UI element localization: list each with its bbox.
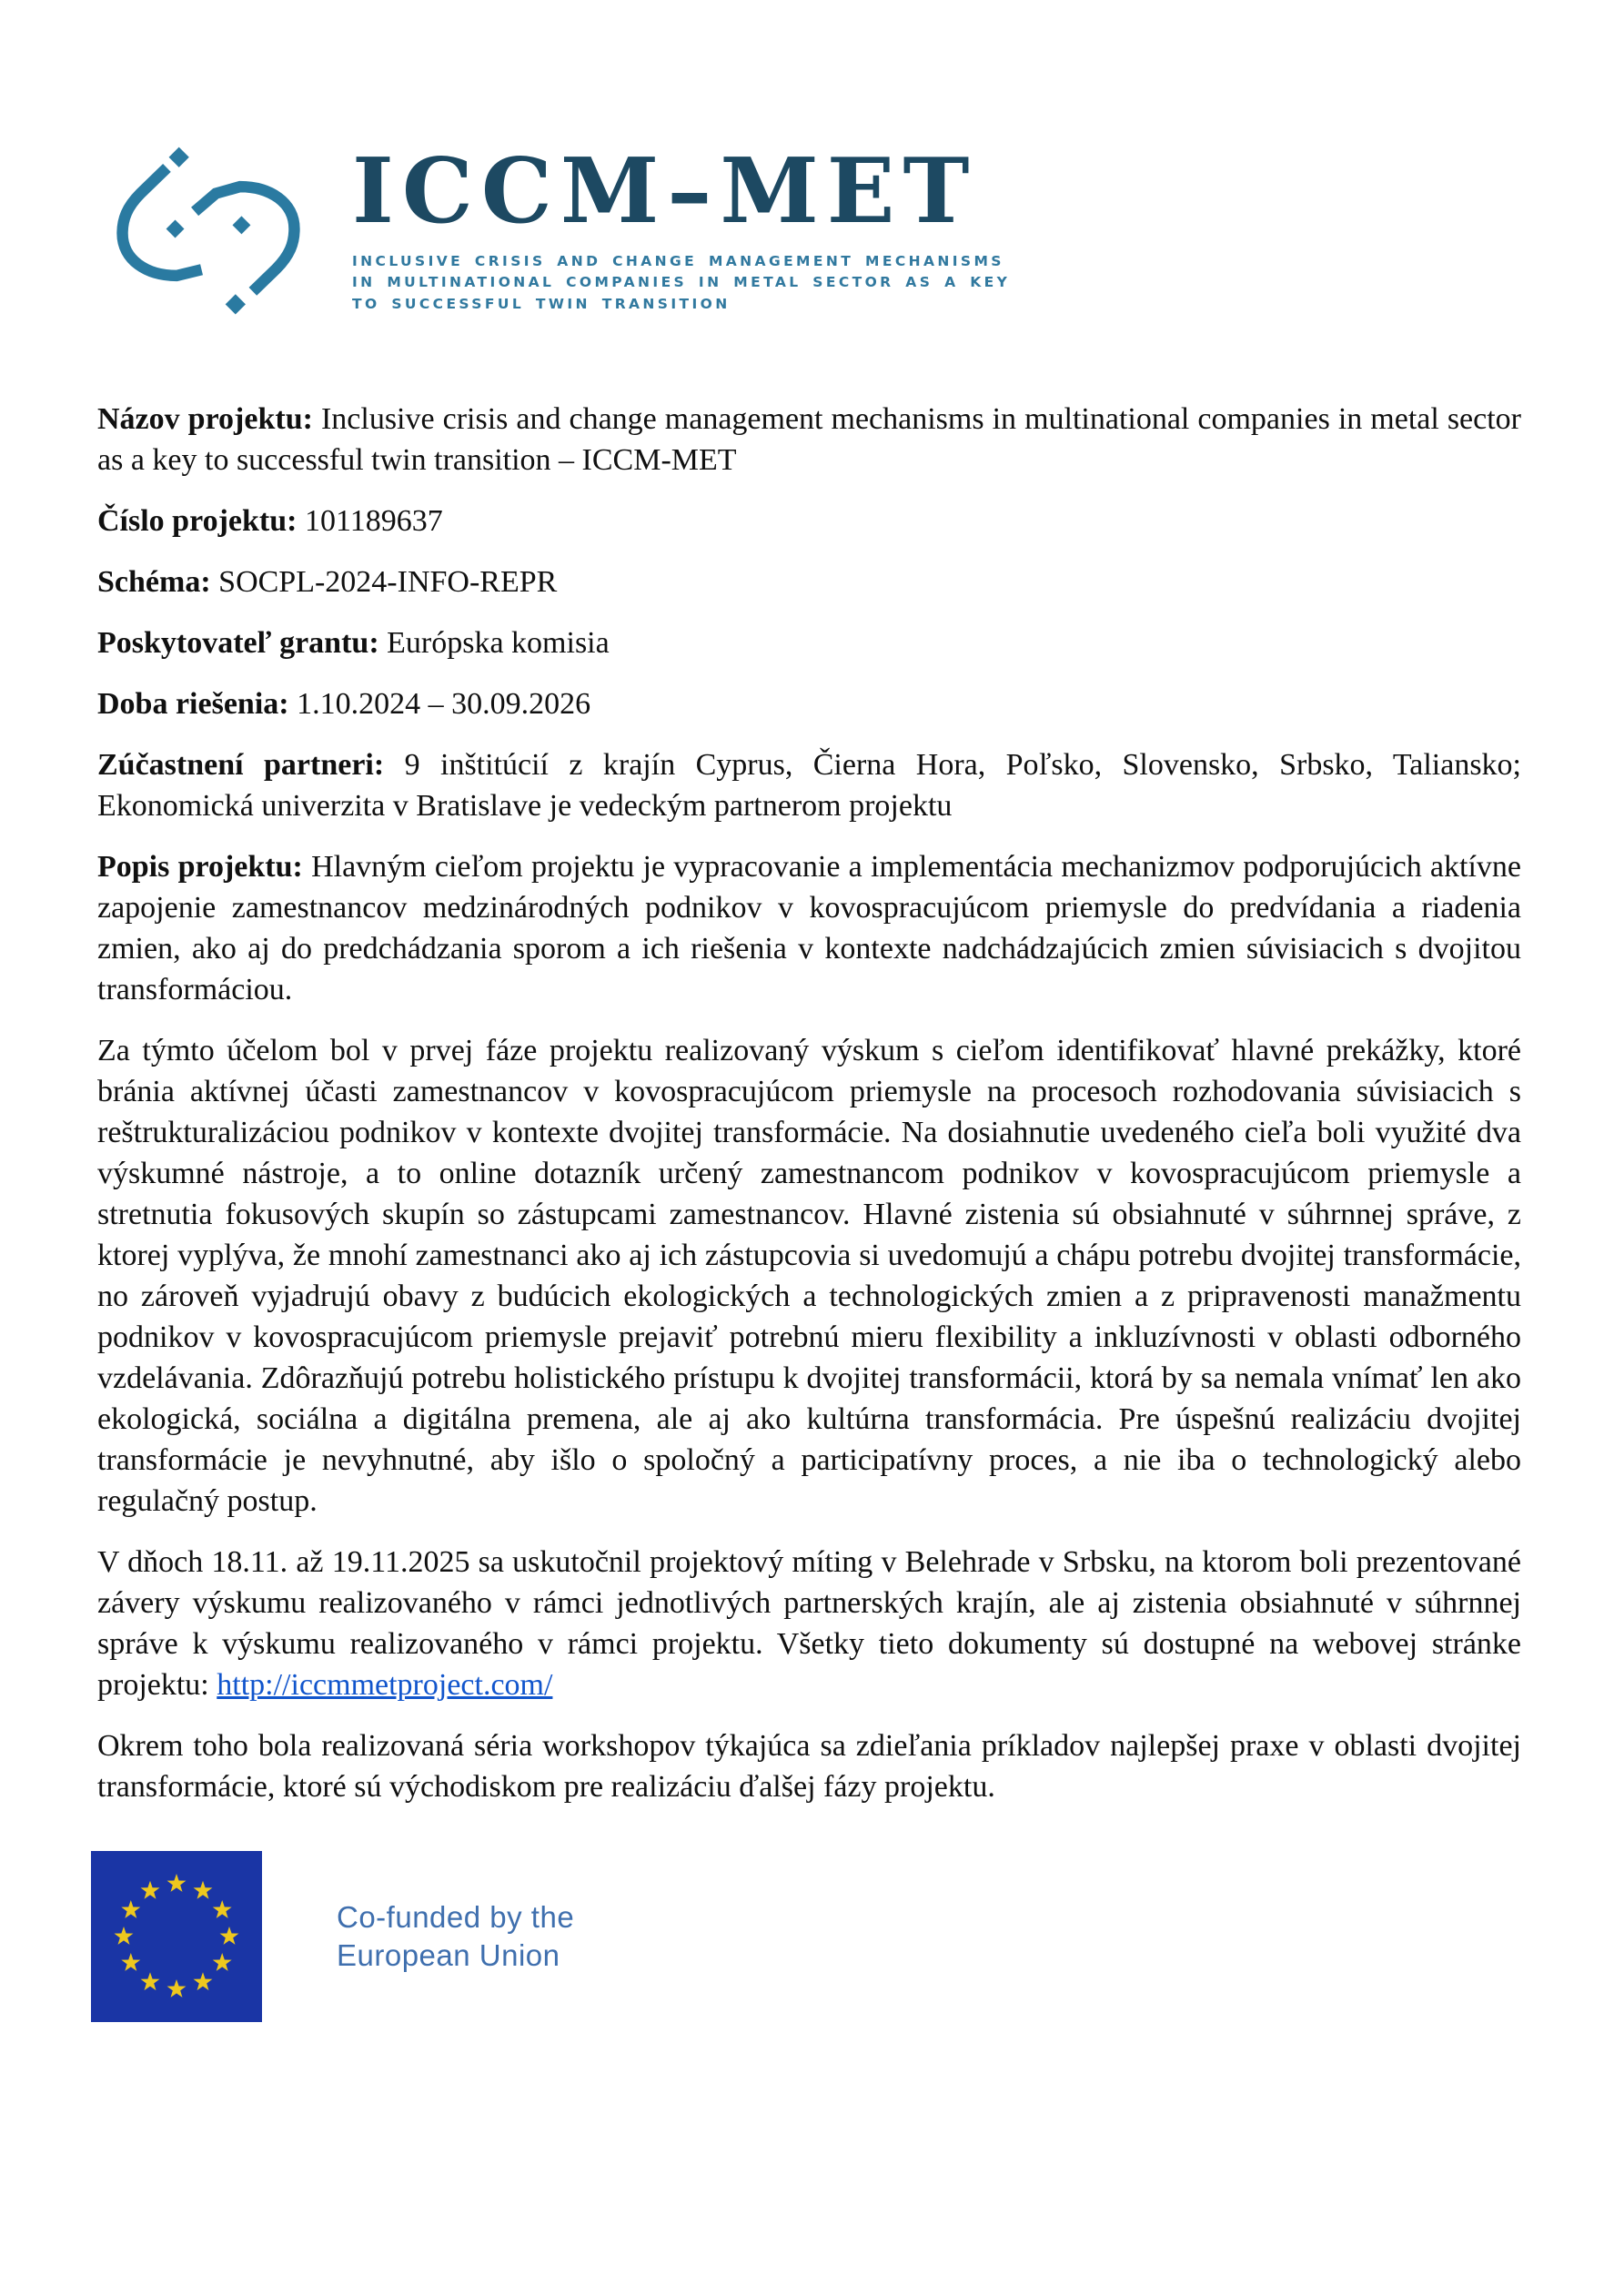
field-label: Zúčastnení partneri: [97,748,385,782]
project-logo [103,137,1521,326]
eu-flag-icon [91,1851,262,2022]
field-label: Doba riešenia: [97,687,289,721]
tagline-line: IN MULTINATIONAL COMPANIES IN METAL SECTOR AS A KEY [352,274,1011,291]
paragraph-research-findings: Za týmto účelom bol v prvej fáze projektu realizovaný výskum s cieľom identifikovať hlavné prekážky, ktoré bránia aktívnej účasti zamestnancov v kovospracujúcom priemysle na procesoch rozhodovania súvisiacich s reštrukturalizáciou podnikov v kontexte dvojitej transformácie. Na dosiahnutie uvedeného cieľa boli využité dva výskumné nástroje, a to online dotazník určený zamestnancom podnikov v kovospracujúcom priemysle a stretnutia fokusových skupín so zástupcami zamestnancov. Hlavné zistenia sú obsiahnuté v súhrnnej správe, z ktorej vyplýva, že mnohí zamestnanci ako aj ich zástupcovia si uvedomujú a chápu potrebu dvojitej transformácie, no zároveň vyjadrujú obavy z budúcich ekologických a technologických zmien a z pripravenosti manažmentu podnikov v kovospracujúcom priemysle prejaviť potrebnú mieru flexibility a inkluzívnosti v oblasti odborného vzdelávania. Zdôrazňujú potrebu holistického prístupu k dvojitej transformácii, ktorá by sa nemala vnímať len ako ekologická, sociálna a digitálna premena, ale aj ako kultúrna transformácia. Pre úspešnú realizáciu dvojitej transformácie je nevyhnutné, aby išlo o spoločný a participatívny proces, a nie iba o technologický alebo regulačný postup. [97,1034,1521,1518]
field-label: Názov projektu: [97,402,313,436]
logo-wordmark: ICCM–MET [352,139,978,245]
field-grant-provider [97,622,1521,663]
field-scheme [97,561,1521,602]
paragraph-project-meeting [97,1542,1521,1705]
interlocked-chain-links-icon [103,140,314,322]
field-project-description [97,846,1521,1010]
tagline-line: TO SUCCESSFUL TWIN TRANSITION [352,295,731,312]
eu-funding-text-line: Co-funded by the [337,1900,575,1934]
eu-cofunding-logo [91,1851,1521,2022]
logo-text-block [352,139,1011,315]
paragraph-text: V dňoch 18.11. až 19.11.2025 sa uskutočnil projektový míting v Belehrade v Srbsku, na ktorom boli prezentované závery výskumu realizovaného v rámci jednotlivých partnerských krajín, ale aj zistenia obsiahnuté v súhrnnej správe k výskumu realizovaného v rámci projektu. Všetky tieto dokumenty sú dostupné na webovej stránke projektu: [97,1545,1521,1702]
eu-funding-text [337,1898,574,1975]
logo-tagline [352,251,1010,315]
field-value: Hlavným cieľom projektu je vypracovanie a implementácia mechanizmov podporujúcich aktívne zapojenie zamestnancov medzinárodných podnikov v kovospracujúcom priemysle do predvídania a riadenia zmien, ako aj do predchádzania sporom a ich riešenia v kontexte nadchádzajúcich zmien súvisiacich s dvojitou transformáciou. [97,850,1521,1006]
field-value: Inclusive crisis and change management mechanisms in multinational companies in metal sector as a key to successful twin transition – ICCM-MET [97,402,1522,477]
field-value: 1.10.2024 – 30.09.2026 [288,687,591,721]
field-label: Popis projektu: [97,850,303,884]
field-value: 9 inštitúcií z krajín Cyprus, Čierna Hora, Poľsko, Slovensko, Srbsko, Taliansko; Ekonomická univerzita v Bratislave je vedeckým partnerom projektu [97,748,1521,823]
field-label: Číslo projektu: [97,504,298,538]
field-duration [97,683,1521,724]
field-project-number [97,501,1521,541]
document-body [97,399,1521,1807]
field-value: 101189637 [297,504,443,538]
field-partners [97,744,1521,826]
eu-funding-text-line: European Union [337,1938,560,1972]
paragraph-workshops: Okrem toho bola realizovaná séria workshopov týkajúca sa zdieľania príkladov najlepšej praxe v oblasti dvojitej transformácie, ktoré sú východiskom pre realizáciu ďalšej fázy projektu. [97,1729,1521,1804]
field-value: SOCPL-2024-INFO-REPR [210,565,558,599]
field-label: Poskytovateľ grantu: [97,626,379,660]
tagline-line: INCLUSIVE CRISIS AND CHANGE MANAGEMENT MECHANISMS [352,253,1004,270]
field-label: Schéma: [97,565,211,599]
field-value: Európska komisia [378,626,610,660]
project-website-link[interactable]: http://iccmmetproject.com/ [217,1668,553,1702]
field-project-title [97,399,1521,480]
